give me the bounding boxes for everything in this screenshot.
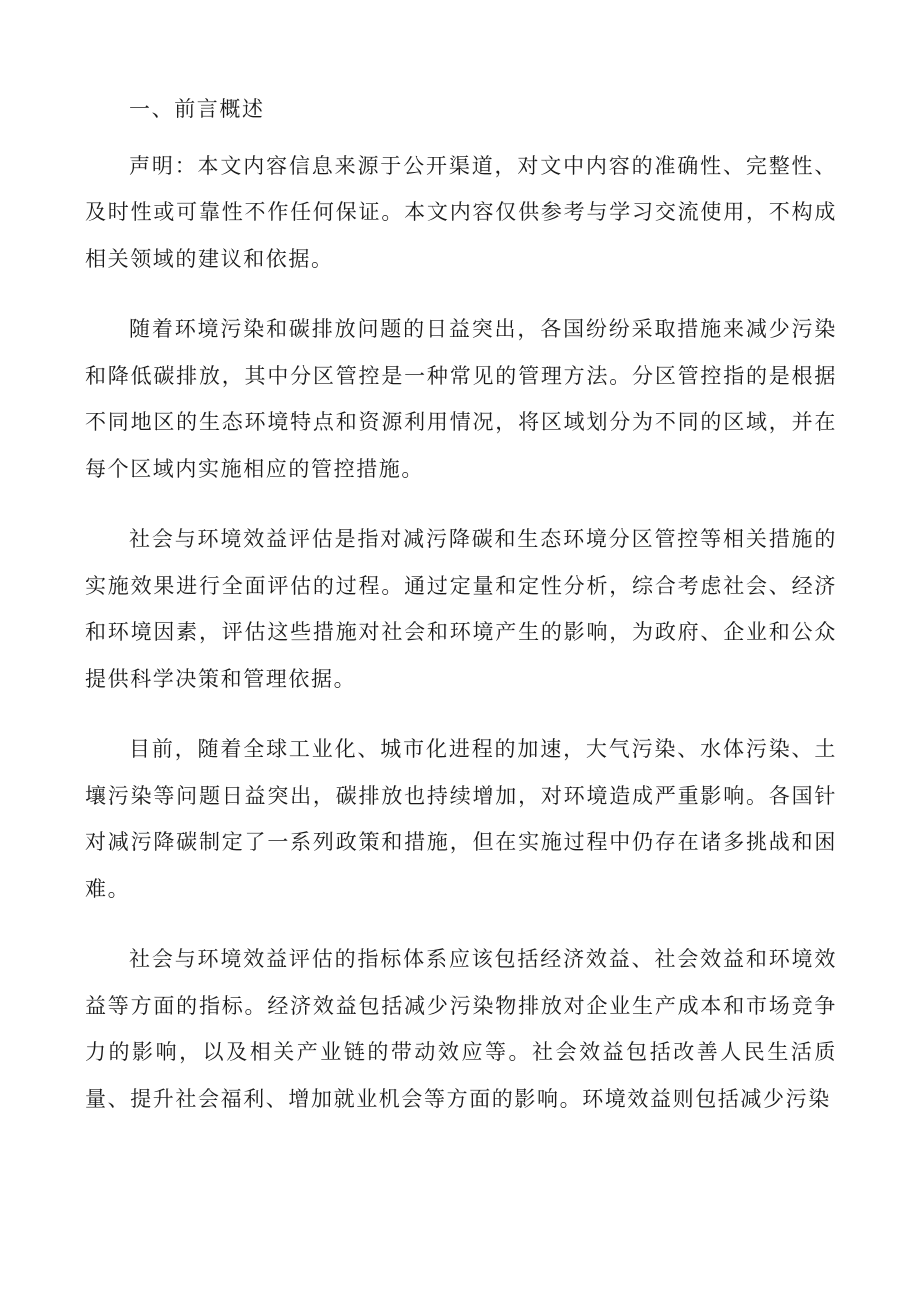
section-heading: 一、前言概述	[129, 97, 265, 121]
paragraph-benefit-assessment: 社会与环境效益评估是指对减污降碳和生态环境分区管控等相关措施的实施效果进行全面评估的过程。通过定量和定性分析，综合考虑社会、经济和环境因素，评估这些措施对社会和环境产生的影响，为政府、企业和公众提供科学决策和管理依据。	[85, 527, 837, 691]
paragraph-disclaimer: 声明：本文内容信息来源于公开渠道，对文中内容的准确性、完整性、及时性或可靠性不作任何保证。本文内容仅供参考与学习交流使用，不构成相关领域的建议和依据。	[85, 153, 837, 271]
paragraph-zoning-control: 随着环境污染和碳排放问题的日益突出，各国纷纷采取措施来减少污染和降低碳排放，其中分区管控是一种常见的管理方法。分区管控指的是根据不同地区的生态环境特点和资源利用情况，将区域划分为不同的区域，并在每个区域内实施相应的管控措施。	[85, 317, 837, 481]
paragraph-indicator-system: 社会与环境效益评估的指标体系应该包括经济效益、社会效益和环境效益等方面的指标。经济效益包括减少污染物排放对企业生产成本和市场竞争力的影响，以及相关产业链的带动效应等。社会效益包括改善人民生活质量、提升社会福利、增加就业机会等方面的影响。环境效益则包括减少污染	[85, 947, 837, 1111]
paragraph-current-situation: 目前，随着全球工业化、城市化进程的加速，大气污染、水体污染、土壤污染等问题日益突出，碳排放也持续增加，对环境造成严重影响。各国针对减污降碳制定了一系列政策和措施，但在实施过程中仍存在诸多挑战和困难。	[85, 737, 837, 901]
document-body	[85, 86, 837, 1122]
